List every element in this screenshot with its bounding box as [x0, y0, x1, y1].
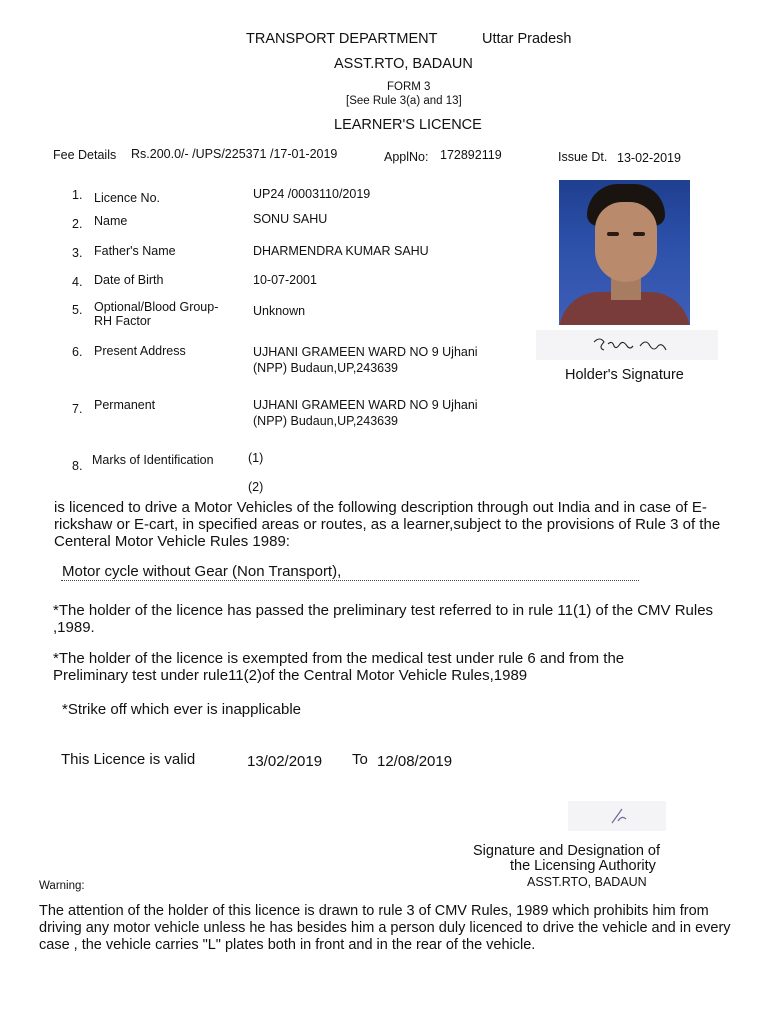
valid-from: 13/02/2019: [247, 753, 323, 770]
authority-line2: the Licensing Authority: [510, 858, 656, 874]
marks-label: Marks of Identification: [92, 453, 214, 467]
dotted-divider: [61, 580, 639, 581]
authority-office: ASST.RTO, BADAUN: [527, 875, 647, 889]
rh-factor-label: RH Factor: [94, 314, 151, 328]
field-number: 5.: [72, 303, 83, 317]
present-address-line2: (NPP) Budaun,UP,243639: [253, 361, 399, 375]
dob-label: Date of Birth: [94, 273, 164, 287]
fathers-name-label: Father's Name: [94, 244, 176, 258]
field-number: 4.: [72, 275, 83, 289]
licence-no-label: Licence No.: [94, 191, 161, 205]
permanent-address-line1: UJHANI GRAMEEN WARD NO 9 Ujhani: [253, 398, 478, 412]
fathers-name-value: DHARMENDRA KUMAR SAHU: [253, 244, 429, 258]
page-title: LEARNER'S LICENCE: [334, 117, 482, 133]
fee-value: Rs.200.0/- /UPS/225371 /17-01-2019: [131, 147, 338, 161]
name-label: Name: [94, 214, 128, 228]
medical-test-note: *The holder of the licence is exempted from the medical test under rule 6 and from the Preliminary test under rule11(2)of the Central Motor Vehicle Rules,1989: [53, 650, 625, 684]
name-value: SONU SAHU: [253, 212, 328, 226]
dob-value: 10-07-2001: [253, 273, 317, 287]
authority-line1: Signature and Designation of: [473, 843, 661, 859]
permanent-address-line2: (NPP) Budaun,UP,243639: [253, 414, 399, 428]
holder-signature-image: [536, 330, 718, 360]
present-address-line1: UJHANI GRAMEEN WARD NO 9 Ujhani: [253, 345, 478, 359]
form-number: FORM 3: [387, 81, 431, 93]
present-address-label: Present Address: [94, 344, 186, 358]
mark-1: (1): [248, 451, 264, 465]
field-number: 7.: [72, 402, 83, 416]
fee-label: Fee Details: [53, 148, 117, 162]
holder-photo: [559, 180, 690, 325]
preliminary-test-note: *The holder of the licence has passed the preliminary test referred to in rule 11(1) of the CMV Rules ,1989.: [53, 602, 714, 636]
appl-label: ApplNo:: [384, 150, 429, 164]
authority-signature-image: [568, 801, 666, 831]
rule-reference: [See Rule 3(a) and 13]: [346, 95, 462, 107]
warning-label: Warning:: [39, 880, 85, 892]
holder-signature-label: Holder's Signature: [565, 367, 684, 383]
field-number: 3.: [72, 246, 83, 260]
issue-value: 13-02-2019: [617, 151, 681, 165]
validity-to-label: To: [352, 751, 368, 768]
vehicle-class: Motor cycle without Gear (Non Transport),: [62, 563, 342, 580]
field-number: 1.: [72, 188, 83, 202]
blood-group-label: Optional/Blood Group-: [94, 300, 219, 314]
blood-group-value: Unknown: [253, 304, 306, 318]
validity-label: This Licence is valid: [61, 751, 196, 768]
field-number: 2.: [72, 217, 83, 231]
field-number: 6.: [72, 345, 83, 359]
department-name: TRANSPORT DEPARTMENT: [246, 31, 438, 47]
appl-value: 172892119: [440, 148, 502, 162]
mark-2: (2): [248, 480, 264, 494]
field-number: 8.: [72, 459, 83, 473]
issue-label: Issue Dt.: [558, 150, 608, 164]
licence-description: is licenced to drive a Motor Vehicles of the following description through out India and in case of E-rickshaw or E-cart, in specified areas or routes, as a learner,subject to the provisions of Rule 3 of the Centeral Motor Vehicle Rules 1989:: [54, 499, 721, 550]
valid-to: 12/08/2019: [377, 753, 453, 770]
licence-no-value: UP24 /0003110/2019: [253, 187, 371, 201]
office-name: ASST.RTO, BADAUN: [334, 56, 473, 72]
state-name: Uttar Pradesh: [482, 31, 572, 47]
strike-off-note: *Strike off which ever is inapplicable: [62, 701, 302, 718]
permanent-address-label: Permanent: [94, 398, 156, 412]
warning-text: The attention of the holder of this licence is drawn to rule 3 of CMV Rules, 1989 which prohibits him from driving any motor vehicle unless he has besides him a person duly licenced to drive the vehicle and in every case , the vehicle carries "L" plates both in front and in the rear of the vehicle.: [39, 903, 731, 953]
